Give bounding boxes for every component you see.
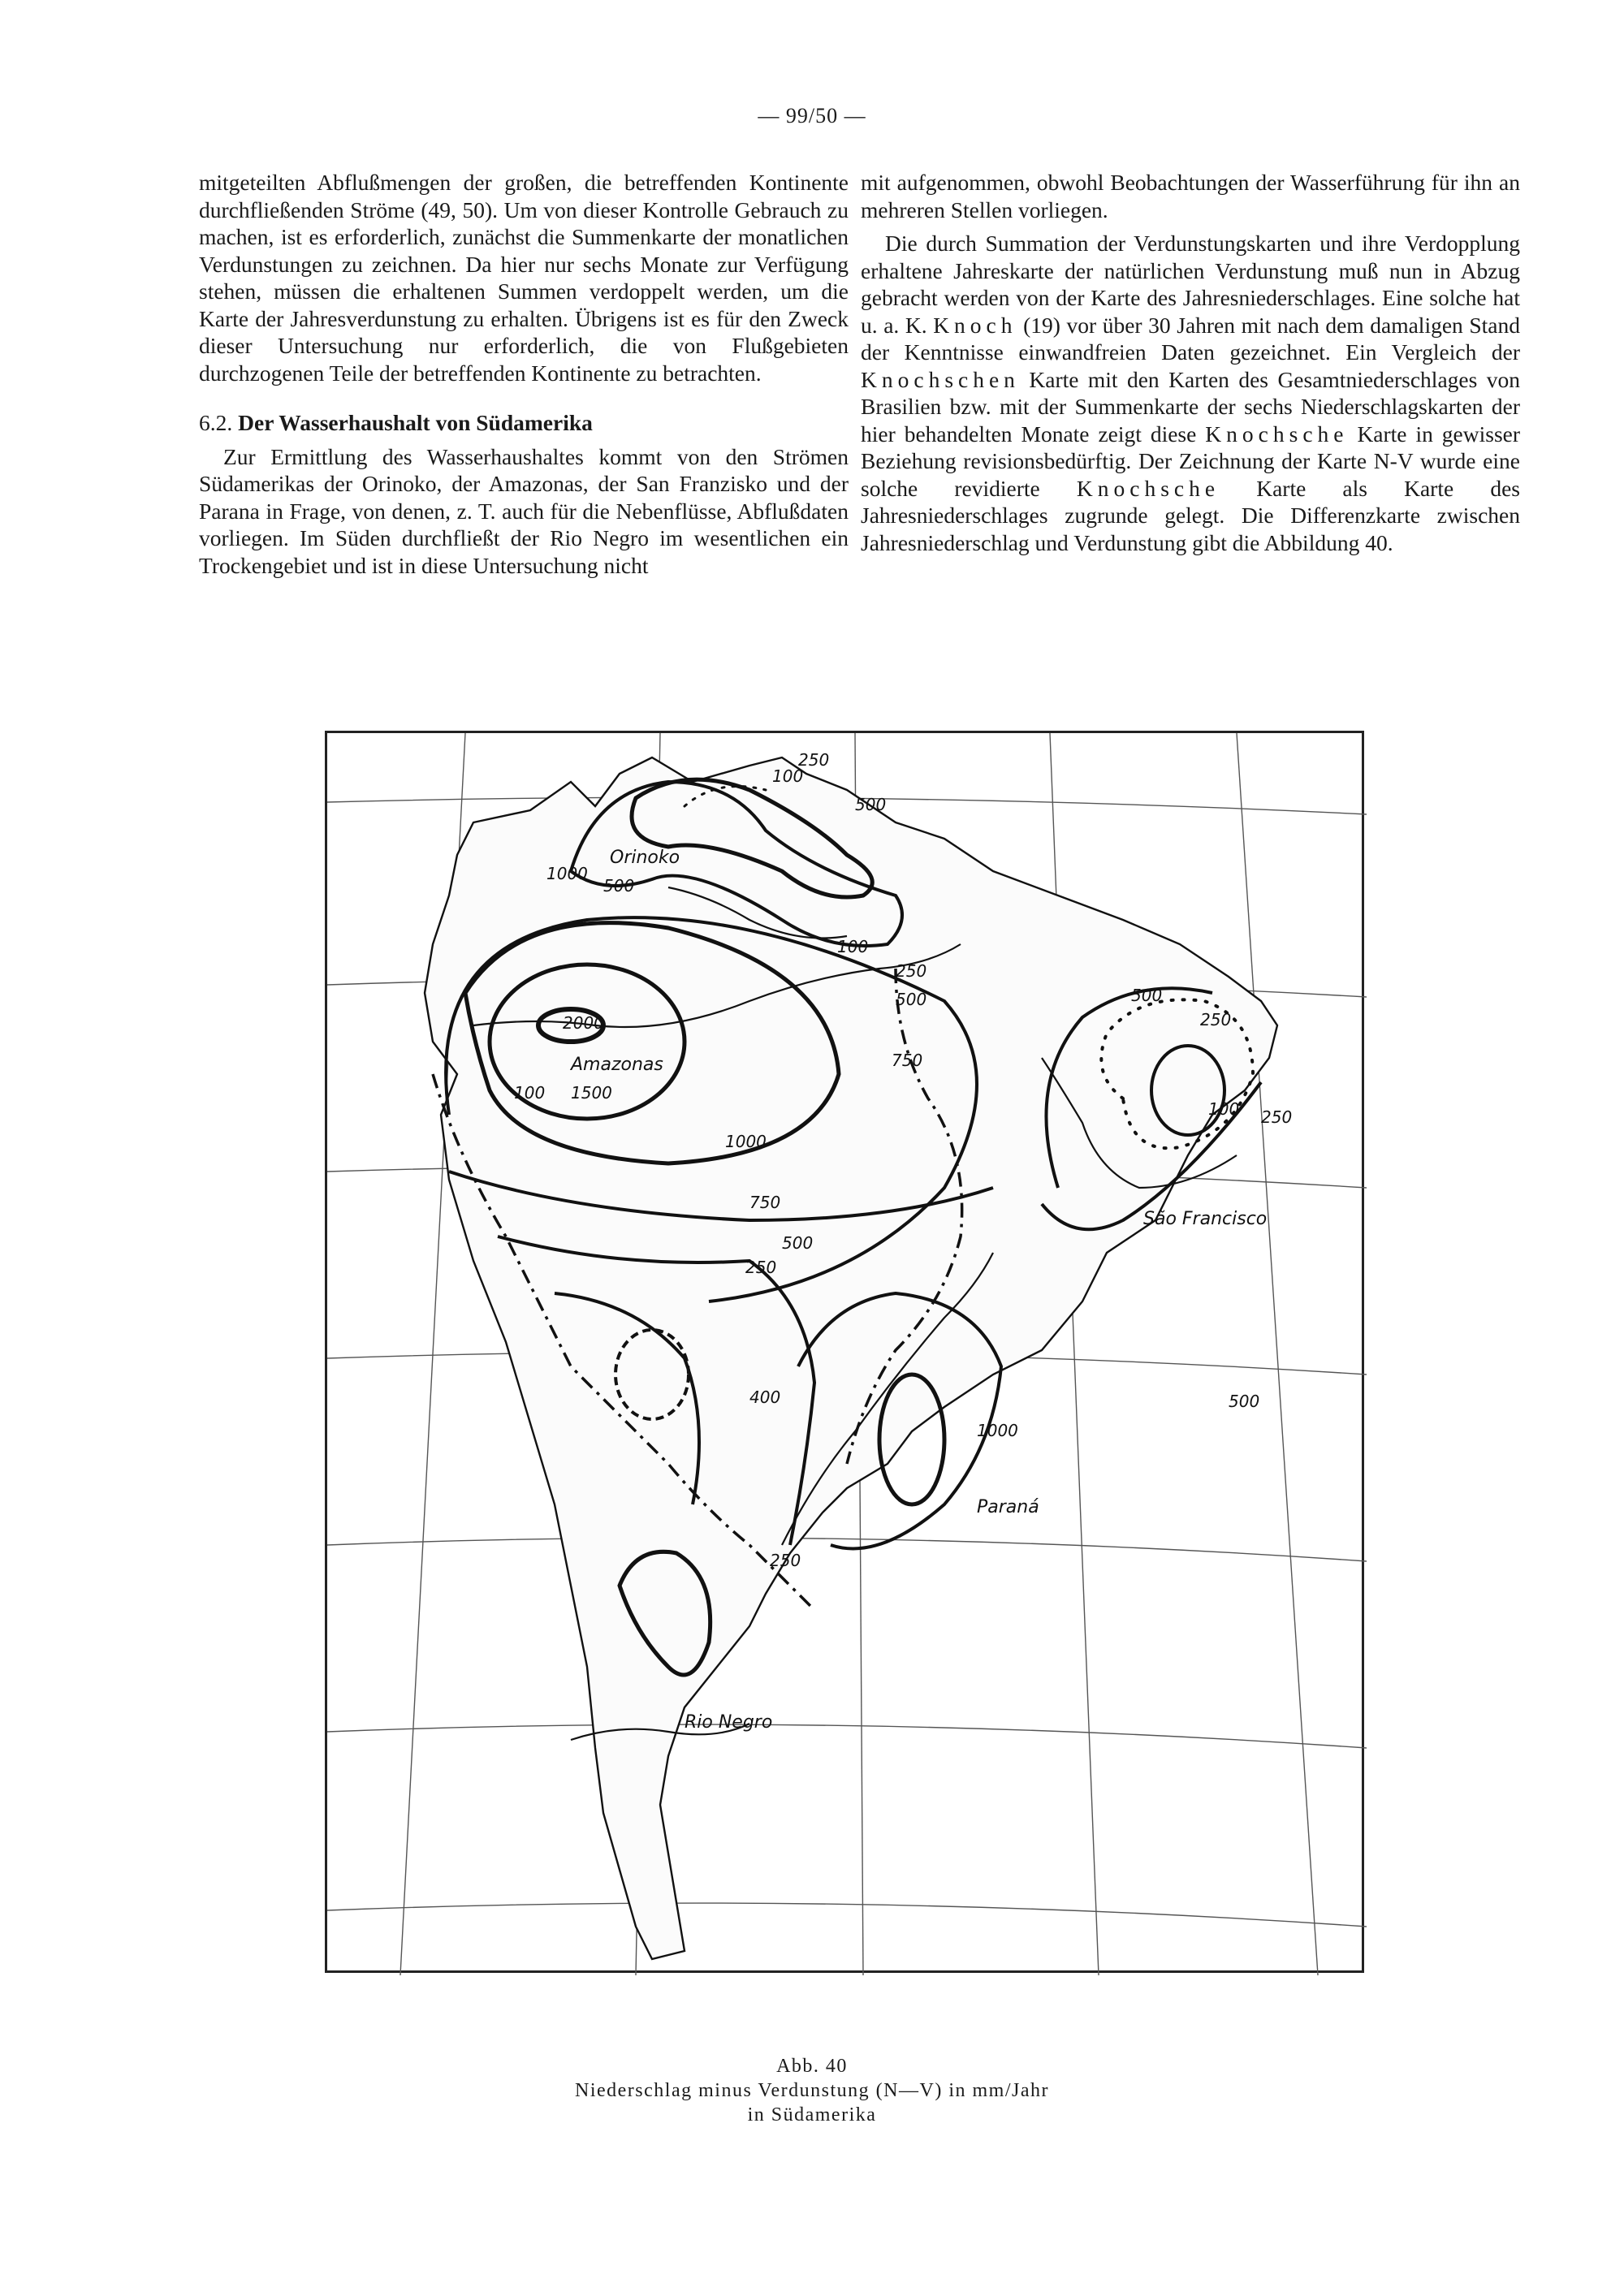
parallel-line [327, 1903, 1367, 1927]
p2-text-a: Die durch Summation der Verdunstungskarten und ihre Verdopplung erhaltene Jahreskarte der natürlichen Verdunstung muß nun in Abzug gebracht werden von der Karte des Jahresniederschlages. Eine solche hat u. a. K. [861, 231, 1520, 338]
left-column [199, 169, 849, 579]
contour-label: 500 [855, 795, 887, 814]
author-knoch-sche-2: Knochsche [1076, 475, 1220, 501]
contour-label: 400 [749, 1388, 781, 1407]
caption-line-1: Niederschlag minus Verdunstung (N—V) in mm/Jahr [575, 2080, 1049, 2101]
p2-text-d: Karte in gewisser Beziehung revisionsbedürftig. Der Zeichnung der Karte N-V wurde eine solche revidierte [861, 421, 1521, 501]
caption-figure-number: Abb. 40 [776, 2056, 848, 2077]
section-title: Der Wasserhaushalt von Südamerika [238, 410, 593, 435]
contour-label: 750 [892, 1051, 923, 1070]
contour-label: 500 [782, 1233, 814, 1253]
p2-text-e: Karte als Karte des Jahresniederschlages zugrunde gelegt. Die Differenzkarte zwischen Jahresniederschlag und Verdunstung gibt die Abbildung 40. [861, 475, 1520, 555]
page-number: — 99/50 — [758, 104, 866, 127]
label-rio-negro: Rio Negro [685, 1712, 773, 1733]
contour-label: 250 [1261, 1107, 1293, 1127]
contour-label: 1000 [977, 1421, 1018, 1440]
p2-text-c: Karte mit den Karten des Gesamtniederschlages von Brasilien bzw. mit der Summenkarte der sechs Niederschlagskarten der hier behandelten Monate zeigt diese [861, 366, 1520, 447]
figure-caption [0, 2054, 1624, 2127]
figure-map-south-america [325, 731, 1364, 1973]
contour-label: 1000 [546, 864, 588, 883]
author-knoch: Knoch [933, 312, 1017, 338]
contour-label: 100 [772, 766, 804, 786]
contour-label: 250 [1200, 1010, 1232, 1029]
contour-label: 100 [514, 1083, 546, 1103]
map-svg [327, 733, 1367, 1975]
author-knoch-schen: Knochschen [861, 366, 1020, 392]
contour-label: 1500 [571, 1083, 612, 1103]
left-paragraph-1: mitgeteilten Abflußmengen der großen, die betreffenden Kontinente durchfließenden Ströme (49, 50). Um von dieser Kontrolle Gebrauch zu machen, ist es erforderlich, zunächst die Summenkarte der monatlichen Verdunstungen zu zeichnen. Da hier nur sechs Monate zur Verfügung stehen, müssen die erhaltenen Summen verdoppelt werden, um die Karte der Jahresverdunstung zu erhalten. Übrigens ist es für den Zweck dieser Untersuchung nur erforderlich, die von Flußgebieten durchzogenen Teile der betreffenden Kontinente zu betrachten. [199, 170, 849, 386]
label-amazonas: Amazonas [571, 1055, 663, 1075]
label-orinoko: Orinoko [610, 848, 680, 868]
contour-label: 1000 [725, 1132, 767, 1151]
contour-label: 250 [770, 1551, 801, 1570]
label-parana: Paraná [977, 1497, 1039, 1517]
author-knoch-sche: Knochsche [1205, 421, 1349, 447]
contour-label: 250 [745, 1258, 777, 1277]
left-paragraph-2: Zur Ermittlung des Wasserhaushaltes kommt von den Strömen Südamerikas der Orinoko, der Amazonas, der San Franzisko und der Parana in Frage, von denen, z. T. auch für die Nebenflüsse, Abflußdaten vorliegen. Im Süden durchfließt der Rio Negro im wesentlichen ein Trockengebiet und ist in diese Untersuchung nicht [199, 443, 849, 578]
contour-label: 100 [1208, 1099, 1240, 1119]
label-sao-francisco: São Francisco [1143, 1209, 1268, 1229]
p2-text-b: (19) vor über 30 Jahren mit nach dem damaligen Stand der Kenntnisse einwandfreien Daten gezeichnet. Ein Vergleich der [861, 312, 1521, 365]
contour-label: 750 [749, 1193, 781, 1212]
contour-label: 250 [798, 750, 830, 770]
contour-label: 100 [837, 937, 869, 956]
contour-label: 2000 [563, 1013, 604, 1033]
contour-label: 500 [1229, 1392, 1260, 1411]
right-paragraph-2 [861, 230, 1520, 556]
meridian-line [1237, 733, 1318, 1975]
contour-label: 500 [896, 990, 927, 1009]
section-heading [199, 409, 849, 437]
section-number: 6.2. [199, 410, 233, 435]
caption-line-2: in Südamerika [747, 2104, 877, 2126]
right-column [861, 169, 1520, 556]
contour-label: 500 [603, 876, 635, 896]
right-paragraph-1: mit aufgenommen, obwohl Beobachtungen der Wasserführung für ihn an mehreren Stellen vorliegen. [861, 170, 1520, 222]
contour-label: 500 [1131, 986, 1163, 1005]
contour-label: 250 [896, 961, 927, 981]
parallel-line [327, 1724, 1367, 1748]
